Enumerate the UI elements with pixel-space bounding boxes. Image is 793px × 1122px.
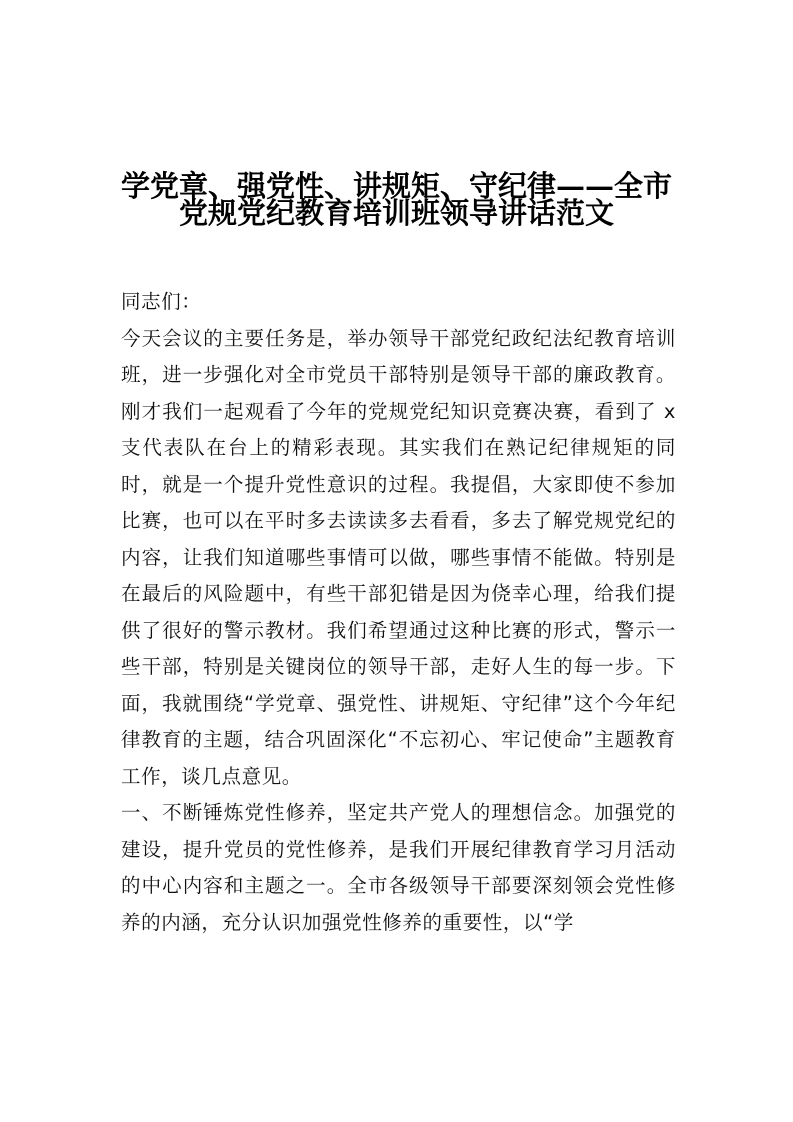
document-body	[121, 284, 676, 941]
document-title-line-2: 党规党纪教育培训班领导讲话范文	[178, 196, 614, 230]
paragraph-section-one: 一、不断锤炼党性修养，坚定共产党人的理想信念。加强党的建设，提升党员的党性修养，是我们开展纪律教育学习月活动的中心内容和主题之一。全市各级领导干部要深刻领会党性修养的内涵，充分认识加强党性修养的重要性，以“学	[121, 801, 676, 934]
document-title-line-1: 学党章、强党性、讲规矩、守纪律——全市	[120, 169, 672, 203]
paragraph-opening: 今天会议的主要任务是，举办领导干部党纪政纪法纪教育培训班，进一步强化对全市党员干部特别是领导干部的廉政教育。刚才我们一起观看了今年的党规党纪知识竞赛决赛，看到了 x 支代表队在台上的精彩表现。其实我们在熟记纪律规矩的同时，就是一个提升党性意识的过程。我提倡，大家即使不参加比赛，也可以在平时多去读读多去看看，多去了解党规党纪的内容，让我们知道哪些事情可以做，哪些事情不能做。特别是在最后的风险题中，有些干部犯错是因为侥幸心理，给我们提供了很好的警示教材。我们希望通过这种比赛的形式，警示一些干部，特别是关键岗位的领导干部，走好人生的每一步。下面，我就围绕“学党章、强党性、讲规矩、守纪律”这个今年纪律教育的主题，结合巩固深化“不忘初心、牢记使命”主题教育工作，谈几点意见。	[121, 326, 676, 788]
salutation: 同志们：	[121, 290, 202, 313]
